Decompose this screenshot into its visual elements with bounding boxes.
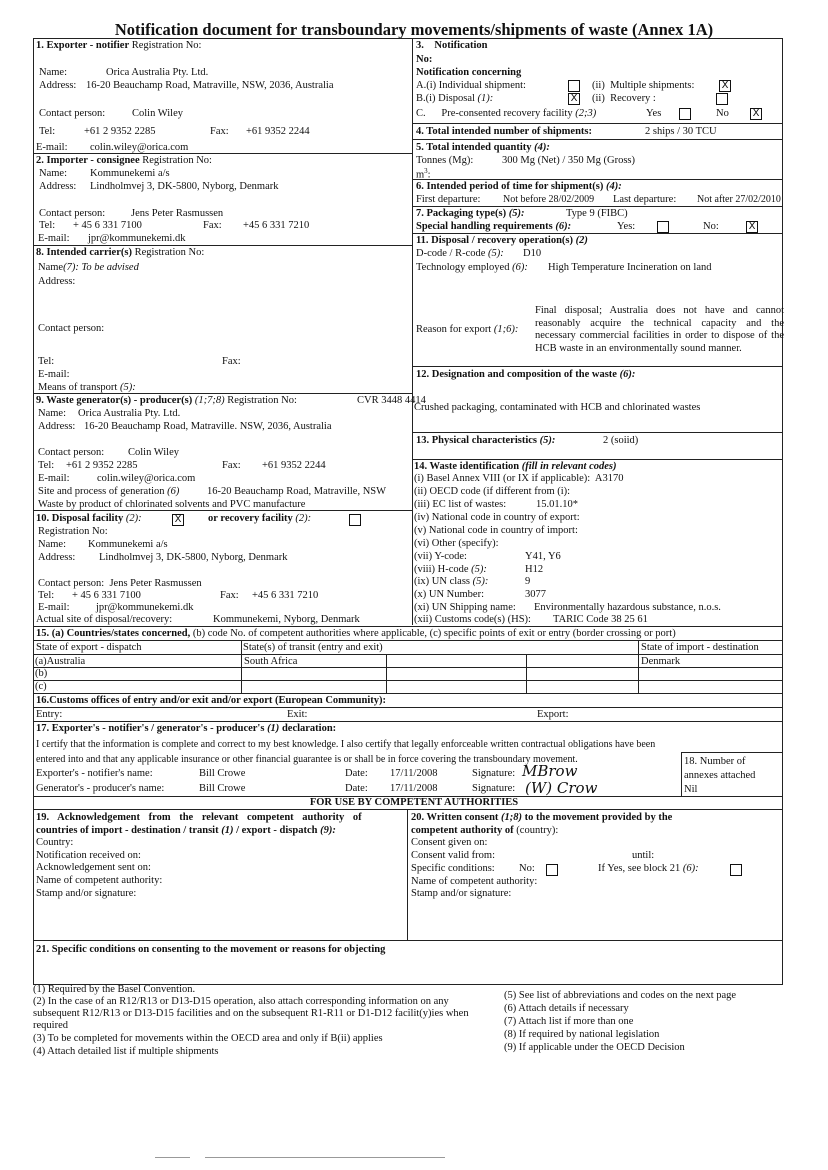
block10-address-label: Address:	[38, 552, 76, 563]
block10-tel: + 45 6 331 7100	[72, 590, 141, 601]
block20-header-line1: 20. Written consent (1;8) to the movement provided by the	[411, 812, 673, 823]
block3-header: 3. Notification	[416, 40, 488, 51]
block2-header: 2. Importer - consignee Registration No:	[36, 155, 212, 166]
table-divider	[386, 654, 387, 693]
generator-date-label: Date:	[345, 783, 368, 794]
block11-header: 11. Disposal / recovery operation(s) (2)	[416, 235, 588, 246]
divider	[412, 123, 783, 124]
block10-address: Lindholmvej 3, DK-5800, Nyborg, Denmark	[99, 552, 288, 563]
footnote-1: (1) Required by the Basel Convention.	[33, 984, 196, 995]
block2-contact: Jens Peter Rasmussen	[131, 208, 224, 219]
block2-fax-label: Fax:	[203, 220, 222, 231]
block1-contact-label: Contact person:	[39, 108, 106, 119]
block14-ix-label: (ix) UN class (5):	[414, 576, 489, 587]
block8-contact-label: Contact person:	[38, 323, 105, 334]
divider	[33, 667, 783, 668]
block18-top	[681, 752, 783, 753]
block14-x-label: (x) UN Number:	[414, 589, 484, 600]
block10-name: Kommunekemi a/s	[88, 539, 168, 550]
block15-col-import: State of import - destination	[641, 642, 759, 653]
block18-value: Nil	[684, 784, 698, 795]
block14-vi: (vi) Other (specify):	[414, 538, 499, 549]
block3-no: No:	[416, 54, 433, 65]
block20-header-line2: competent authority of (country):	[411, 825, 559, 836]
block14-xi: Environmentally hazardous substance, n.o.s.	[534, 602, 721, 613]
block14-ix: 9	[525, 576, 531, 587]
specific-conditions-no-checkbox[interactable]	[546, 864, 558, 876]
block8-email-label: E-mail:	[38, 369, 70, 380]
block2-name: Kommunekemi a/s	[90, 168, 170, 179]
block14-viii-label: (viii) H-code (5):	[414, 564, 487, 575]
block14-iii: 15.01.10*	[536, 499, 578, 510]
table-divider	[241, 640, 242, 693]
block19-received: Notification received on:	[36, 850, 141, 861]
block11-tech-label: Technology employed (6):	[416, 262, 528, 273]
block19-stamp: Stamp and/or signature:	[36, 888, 137, 899]
block1-email-label: E-mail:	[36, 142, 68, 153]
block9-name: Orica Australia Pty. Ltd.	[78, 408, 181, 419]
block7-no-label: No:	[703, 221, 719, 232]
block15-row-a-transit: South Africa	[244, 656, 298, 667]
block20-specific: Specific conditions:	[411, 863, 495, 874]
table-divider	[638, 640, 639, 693]
block17-cert-line2: entered into and that any applicable insurance or other financial guarantee is or shall be in force covering the transboundary movement.	[36, 754, 578, 765]
scan-mark	[155, 1157, 190, 1158]
block9-address: 16-20 Beauchamp Road, Matraville. NSW, 2036, Australia	[84, 421, 332, 432]
block11-reason: Final disposal; Australia does not have and cannot reasonably acquire the technical capacity and the necessary commercial facilities in order to dispose of the HCB waste in an environmentally sound manner.	[535, 305, 784, 354]
block5-header: 5. Total intended quantity (4):	[416, 142, 550, 153]
block9-fax-label: Fax:	[222, 460, 241, 471]
block15-row-a-import: Denmark	[641, 656, 681, 667]
block19-header-line1: 19. Acknowledgement from the relevant competent authority of	[36, 812, 362, 823]
divider	[33, 153, 412, 154]
divider	[33, 809, 783, 810]
column-divider	[412, 38, 413, 625]
block6-last: Not after 27/02/2010	[697, 194, 781, 205]
block18-label1: 18. Number of	[684, 756, 746, 767]
block5-m3: $m^3$:	[416, 167, 431, 181]
block1-tel-label: Tel:	[39, 126, 56, 137]
block8-means-label: Means of transport (5):	[38, 382, 136, 393]
block13-header: 13. Physical characteristics (5):	[416, 435, 556, 446]
block10-name-label: Name:	[38, 539, 66, 550]
divider	[33, 393, 412, 394]
preconsented-no-label: No	[716, 108, 729, 119]
exporter-signature: MBrow	[522, 762, 578, 780]
block11-tech: High Temperature Incineration on land	[548, 262, 712, 273]
block10-recovery-label: or recovery facility (2):	[208, 513, 312, 524]
footnote-4: (4) Attach detailed list if multiple shipments	[33, 1046, 219, 1057]
block11-dcode: D10	[523, 248, 542, 259]
block10-fax: +45 6 331 7210	[252, 590, 319, 601]
block20-valid: Consent valid from:	[411, 850, 495, 861]
block9-site: 16-20 Beauchamp Road, Matraville, NSW	[207, 486, 387, 497]
footnote-6: (6) Attach details if necessary	[504, 1003, 629, 1014]
footnote-2-cont: subsequent R12/R13 or D13-D15 facilities and on the subsequent R1-R11 or D1-D12 facilit(y)ies when	[33, 1008, 469, 1019]
block1-address-label: Address:	[39, 80, 77, 91]
block2-address: Lindholmvej 3, DK-5800, Nyborg, Denmark	[90, 181, 279, 192]
block12-header: 12. Designation and composition of the waste (6):	[416, 369, 636, 380]
block8-fax-label: Fax:	[222, 356, 241, 367]
generator-date: 17/11/2008	[390, 783, 438, 794]
disposal-label: B.(i) Disposal (1):	[416, 93, 494, 104]
block9-site-label: Site and process of generation (6)	[38, 486, 180, 497]
column-divider	[407, 809, 408, 940]
generator-name: Bill Crowe	[199, 783, 246, 794]
disposal-facility-checkbox[interactable]: X	[172, 514, 184, 526]
block11-reason-label: Reason for export (1;6):	[416, 324, 519, 335]
block12-value: Crushed packaging, contaminated with HCB and chlorinated wastes	[414, 402, 701, 413]
exporter-signature-label: Signature:	[472, 768, 516, 779]
block9-contact: Colin Wiley	[128, 447, 180, 458]
preconsented-yes-checkbox[interactable]	[679, 108, 691, 120]
recovery-facility-checkbox[interactable]	[349, 514, 361, 526]
footnote-5: (5) See list of abbreviations and codes on the next page	[504, 990, 737, 1001]
block10-contact-label: Contact person: Jens Peter Rasmussen	[38, 578, 202, 589]
exporter-name: Bill Crowe	[199, 768, 246, 779]
divider	[412, 233, 783, 234]
divider	[412, 366, 783, 367]
individual-shipment-label: A.(i) Individual shipment:	[416, 80, 526, 91]
block6-last-label: Last departure:	[613, 194, 677, 205]
block9-address-label: Address:	[38, 421, 76, 432]
block17-header: 17. Exporter's - notifier's / generator's - producer's (1) declaration:	[36, 723, 337, 734]
block16-header: 16.Customs offices of entry and/or exit and/or export (European Community):	[36, 695, 386, 706]
exporter-date-label: Date:	[345, 768, 368, 779]
block10-header: 10. Disposal facility (2):	[36, 513, 142, 524]
divider	[412, 432, 783, 433]
block8-address-label: Address:	[38, 276, 76, 287]
recovery-label: (ii) Recovery :	[592, 93, 656, 104]
block9-tel-label: Tel:	[38, 460, 55, 471]
exporter-date: 17/11/2008	[390, 768, 438, 779]
block14-iii-label: (iii) EC list of wastes:	[414, 499, 507, 510]
block2-name-label: Name:	[39, 168, 67, 179]
block3-concerning: Notification concerning	[416, 67, 522, 78]
recovery-checkbox[interactable]	[716, 93, 728, 105]
block10-fax-label: Fax:	[220, 590, 239, 601]
block14-header: 14. Waste identification (fill in relevant codes)	[414, 461, 617, 472]
block14-ii: (ii) OECD code (if different from (i):	[414, 486, 571, 497]
block6-first: Not before 28/02/2009	[503, 194, 595, 205]
divider	[412, 459, 783, 460]
block10-reg: Registration No:	[38, 526, 108, 537]
block1-fax-label: Fax:	[210, 126, 229, 137]
block1-contact: Colin Wiley	[132, 108, 184, 119]
block19-header-line2: countries of import - destination / transit (1) / export - dispatch (9):	[36, 825, 336, 836]
block14-vii-label: (vii) Y-code:	[414, 551, 467, 562]
block14-xii-label: (xii) Customs code(s) (HS):	[414, 614, 531, 625]
disposal-checkbox[interactable]: X	[568, 93, 580, 105]
block10-email-label: E-mail:	[38, 602, 70, 613]
block19-ack: Acknowledgement sent on:	[36, 862, 151, 873]
generator-signature-label: Signature:	[472, 783, 516, 794]
block8-name-label: Name(7): To be advised	[38, 262, 139, 273]
divider	[33, 654, 783, 655]
block1-fax: +61 9352 2244	[246, 126, 310, 137]
block1-email: colin.wiley@orica.com	[90, 142, 189, 153]
block10-actual: Kommunekemi, Nyborg, Denmark	[213, 614, 360, 625]
block1-address: 16-20 Beauchamp Road, Matraville, NSW, 2036, Australia	[86, 80, 334, 91]
footnote-7: (7) Attach list if more than one	[504, 1016, 634, 1027]
block9-contact-label: Contact person:	[38, 447, 105, 458]
divider	[412, 179, 783, 180]
divider	[33, 940, 783, 941]
scan-mark	[205, 1157, 445, 1158]
block16-exit: Exit:	[287, 709, 308, 720]
footnote-9: (9) If applicable under the OECD Decision	[504, 1042, 685, 1053]
footnote-3: (3) To be completed for movements within the OECD area and only if B(ii) applies	[33, 1033, 383, 1044]
special-handling-no-checkbox[interactable]: X	[746, 221, 758, 233]
exporter-name-label: Exporter's - notifier's name:	[36, 768, 153, 779]
block6-header: 6. Intended period of time for shipment(s) (4):	[416, 181, 622, 192]
block9-header: 9. Waste generator(s) - producer(s) (1;7;8) Registration No:	[36, 395, 297, 406]
block1-header: 1. Exporter - notifier Registration No:	[36, 40, 202, 51]
block19-country: Country:	[36, 837, 74, 848]
block20-given: Consent given on:	[411, 837, 488, 848]
specific-conditions-yes-checkbox[interactable]	[730, 864, 742, 876]
divider	[33, 693, 783, 694]
special-handling-yes-checkbox[interactable]	[657, 221, 669, 233]
block9-name-label: Name:	[38, 408, 66, 419]
footnote-2: (2) In the case of an R12/R13 or D13-D15 operation, also attach corresponding information on any	[33, 996, 449, 1007]
multiple-shipments-checkbox[interactable]: X	[719, 80, 731, 92]
block15-row-c: (c)	[35, 681, 47, 692]
block20-authority: Name of competent authority:	[411, 876, 538, 887]
generator-signature: (W) Crow	[525, 779, 598, 797]
block14-xii: TARIC Code 38 25 61	[553, 614, 648, 625]
multiple-shipments-label: (ii) Multiple shipments:	[592, 80, 695, 91]
block9-tel: +61 2 9352 2285	[66, 460, 138, 471]
block9-email-label: E-mail:	[38, 473, 70, 484]
block4-value: 2 ships / 30 TCU	[645, 126, 717, 137]
divider	[33, 245, 412, 246]
block2-email-label: E-mail:	[38, 233, 70, 244]
divider	[33, 626, 783, 627]
block14-viii: H12	[525, 564, 544, 575]
document-title: Notification document for transboundary movements/shipments of waste (Annex 1A)	[114, 20, 714, 39]
block14-i: (i) Basel Annex VIII (or IX if applicable): A3170	[414, 473, 624, 484]
block14-x: 3077	[525, 589, 546, 600]
block10-email: jpr@kommunekemi.dk	[96, 602, 194, 613]
table-divider	[526, 654, 527, 693]
footnote-8: (8) If required by national legislation	[504, 1029, 660, 1040]
block20-ifyes: If Yes, see block 21 (6):	[598, 863, 699, 874]
divider	[33, 721, 783, 722]
block15-row-b: (b)	[35, 668, 48, 679]
preconsented-no-checkbox[interactable]: X	[750, 108, 762, 120]
block8-tel-label: Tel:	[38, 356, 55, 367]
block1-tel: +61 2 9352 2285	[84, 126, 156, 137]
block2-tel: + 45 6 331 7100	[73, 220, 142, 231]
block14-iv: (iv) National code in country of export:	[414, 512, 580, 523]
block2-tel-label: Tel:	[39, 220, 56, 231]
individual-shipment-checkbox[interactable]	[568, 80, 580, 92]
preconsented-yes-label: Yes	[646, 108, 662, 119]
block5-tonnes: 300 Mg (Net) / 350 Mg (Gross)	[502, 155, 635, 166]
block14-xi-label: (xi) UN Shipping name:	[414, 602, 516, 613]
block8-header: 8. Intended carrier(s) Registration No:	[36, 247, 205, 258]
block9-process: Waste by product of chlorinated solvents and PVC manufacture	[38, 499, 306, 510]
footnote-2-cont2: required	[33, 1020, 68, 1031]
block15-col-export: State of export - dispatch	[36, 642, 142, 653]
block20-stamp: Stamp and/or signature:	[411, 888, 512, 899]
block18-label2: annexes attached	[684, 770, 756, 781]
block10-tel-label: Tel:	[38, 590, 55, 601]
block4-header: 4. Total intended number of shipments:	[416, 126, 593, 137]
competent-authorities-heading: FOR USE BY COMPETENT AUTHORITIES	[309, 797, 519, 808]
block9-reg-value: CVR 3448 4414	[357, 395, 426, 406]
divider	[33, 707, 783, 708]
divider	[412, 139, 783, 140]
block14-v: (v) National code in country of import:	[414, 525, 578, 536]
generator-name-label: Generator's - producer's name:	[36, 783, 165, 794]
block2-fax: +45 6 331 7210	[243, 220, 310, 231]
block19-authority: Name of competent authority:	[36, 875, 163, 886]
divider	[33, 640, 783, 641]
block9-fax: +61 9352 2244	[262, 460, 326, 471]
block7-header: 7. Packaging type(s) (5):	[416, 208, 525, 219]
block18-divider	[681, 752, 682, 796]
block7-yes-label: Yes:	[617, 221, 636, 232]
block10-actual-label: Actual site of disposal/recovery:	[36, 614, 173, 625]
block15-header: 15. (a) Countries/states concerned, (b) code No. of competent authorities where applicable, (c) specific points of exit or entry (border crossing or port)	[36, 628, 676, 639]
block2-address-label: Address:	[39, 181, 77, 192]
block15-col-transit: State(s) of transit (entry and exit)	[243, 642, 383, 653]
block13-value: 2 (soiid)	[603, 435, 639, 446]
block21-header: 21. Specific conditions on consenting to the movement or reasons for objecting	[36, 944, 386, 955]
divider	[412, 206, 783, 207]
block11-dcode-label: D-code / R-code (5):	[416, 248, 504, 259]
block1-name-label: Name:	[39, 67, 67, 78]
block2-contact-label: Contact person:	[39, 208, 106, 219]
block6-first-label: First departure:	[416, 194, 481, 205]
block1-name: Orica Australia Pty. Ltd.	[106, 67, 209, 78]
divider	[33, 510, 412, 511]
divider	[33, 680, 783, 681]
block20-no-label: No:	[519, 863, 535, 874]
block16-entry: Entry:	[36, 709, 63, 720]
block9-email: colin.wiley@orica.com	[97, 473, 196, 484]
block7-value: Type 9 (FIBC)	[566, 208, 628, 219]
block20-until: until:	[632, 850, 655, 861]
block7-special-label: Special handling requirements (6):	[416, 221, 572, 232]
block15-row-a: (a)Australia	[35, 656, 86, 667]
block16-export: Export:	[537, 709, 569, 720]
block2-email: jpr@kommunekemi.dk	[88, 233, 186, 244]
block17-cert-line1: I certify that the information is complete and correct to my best knowledge. I also certify that legally enforceable written contractual obligations have been	[36, 739, 656, 750]
block14-vii: Y41, Y6	[525, 551, 561, 562]
preconsented-label: C. Pre-consented recovery facility (2;3)	[416, 108, 597, 119]
block5-tonnes-label: Tonnes (Mg):	[416, 155, 474, 166]
